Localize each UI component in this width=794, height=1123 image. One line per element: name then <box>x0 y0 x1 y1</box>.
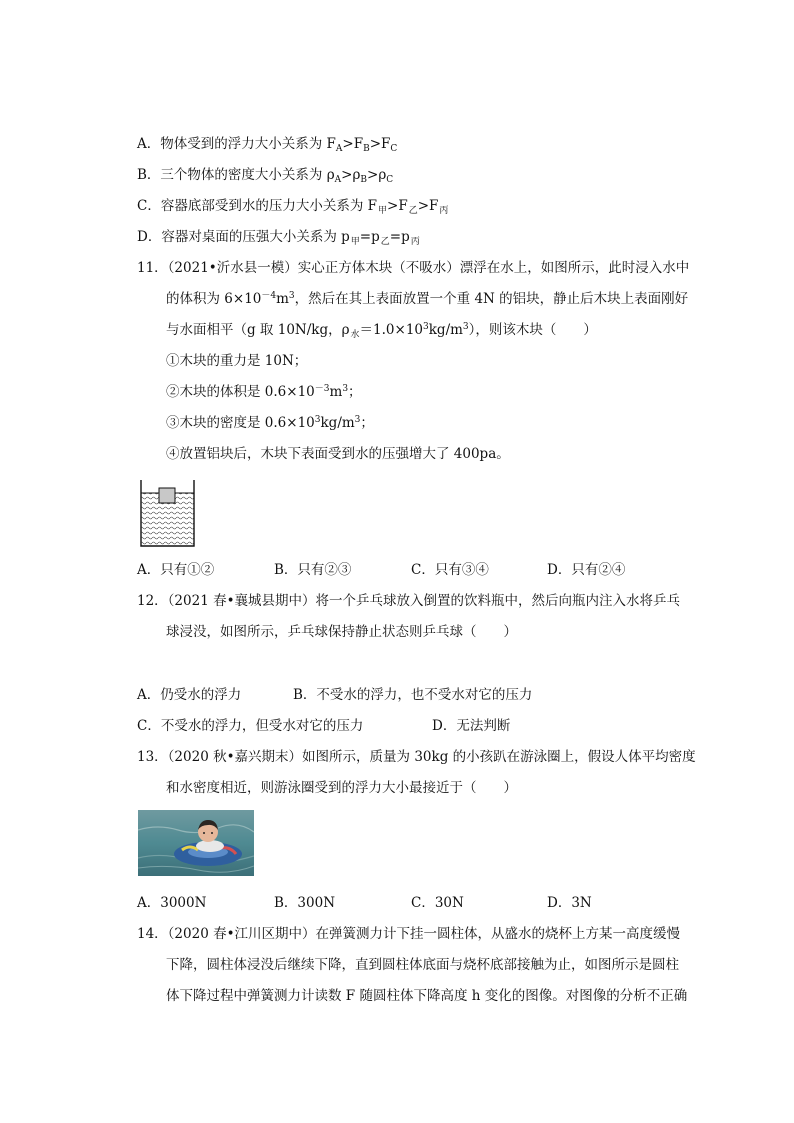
q11-option-b[interactable]: B．只有②③ <box>274 562 352 578</box>
q11-stem-line-2: 的体积为 $6\times 10^{-4}m^3$，然后在其上表面放置一个重 4N 的铝块，静止后木块上表面刚好 <box>166 291 689 307</box>
q12-stem-line-2: 球浸没，如图所示，乒乓球保持静止状态则乒乓球（ ） <box>166 624 517 640</box>
q11-wood-block <box>159 488 175 503</box>
q13-option-c[interactable]: C．30N <box>411 895 464 911</box>
q11-statement-3: ③木块的密度是 $0.6\times 10^3kg/m^3$； <box>166 415 374 431</box>
q10-option-d[interactable]: D．容器对桌面的压强大小关系为 $p_甲=p_乙=p_丙$ <box>137 229 420 247</box>
q10-option-c[interactable]: C．容器底部受到水的压力大小关系为 $F_甲>F_乙>F_丙$ <box>137 198 449 216</box>
q13-option-b[interactable]: B．300N <box>274 895 336 911</box>
q12-option-d[interactable]: D．无法判断 <box>432 718 511 734</box>
q10-option-a[interactable]: A．物体受到的浮力大小关系为 $F_A>F_B>F_C$ <box>137 136 398 154</box>
q13-swim-ring-photo <box>138 810 254 876</box>
q11-statement-2: ②木块的体积是 $0.6\times 10^{-3}m^3$； <box>166 384 362 400</box>
q10-option-b[interactable]: B．三个物体的密度大小关系为 $\rho_A>\rho_B>\rho_C$ <box>137 167 394 185</box>
q13-stem-line-2: 和水密度相近，则游泳圈受到的浮力大小最接近于（ ） <box>166 780 517 796</box>
q11-option-a[interactable]: A．只有①② <box>137 562 215 578</box>
q11-statement-1: ①木块的重力是 10N； <box>166 353 308 369</box>
q13-option-d[interactable]: D．3N <box>547 895 592 911</box>
q11-option-c[interactable]: C．只有③④ <box>411 562 489 578</box>
q13-option-a[interactable]: A．3000N <box>137 895 207 911</box>
q11-option-d[interactable]: D．只有②④ <box>547 562 626 578</box>
q12-option-a[interactable]: A．仍受水的浮力 <box>137 687 242 703</box>
q14-stem-line-3: 体下降过程中弹簧测力计读数 F 随圆柱体下降高度 h 变化的图像。对图像的分析不正确 <box>166 988 688 1004</box>
q13-stem-line-1: 13．（2020 秋•嘉兴期末）如图所示，质量为 30kg 的小孩趴在游泳圈上，假设人体平均密度 <box>137 749 696 765</box>
q11-statement-4: ④放置铝块后，木块下表面受到水的压强增大了 400pa。 <box>166 446 510 462</box>
q11-figure-container <box>140 480 196 548</box>
q11-stem-line-3: 与水面相平（g 取 10N/kg，$\rho_水=1.0\times 10^3kg/m^3$），则该木块（ ） <box>166 322 597 340</box>
q14-stem-line-1: 14．（2020 春•江川区期中）在弹簧测力计下挂一圆柱体，从盛水的烧杯上方某一高度缓慢 <box>137 926 681 942</box>
q12-stem-line-1: 12．（2021 春•襄城县期中）将一个乒乓球放入倒置的饮料瓶中，然后向瓶内注入水将乒乓 <box>137 593 681 609</box>
q12-option-b[interactable]: B．不受水的浮力，也不受水对它的压力 <box>293 687 533 703</box>
q12-option-c[interactable]: C．不受水的浮力，但受水对它的压力 <box>137 718 364 734</box>
q14-stem-line-2: 下降，圆柱体浸没后继续下降，直到圆柱体底面与烧杯底部接触为止，如图所示是圆柱 <box>166 957 679 973</box>
q11-stem-line-1: 11．（2021•沂水县一模）实心正方体木块（不吸水）漂浮在水上，如图所示，此时浸入水中 <box>137 260 690 276</box>
